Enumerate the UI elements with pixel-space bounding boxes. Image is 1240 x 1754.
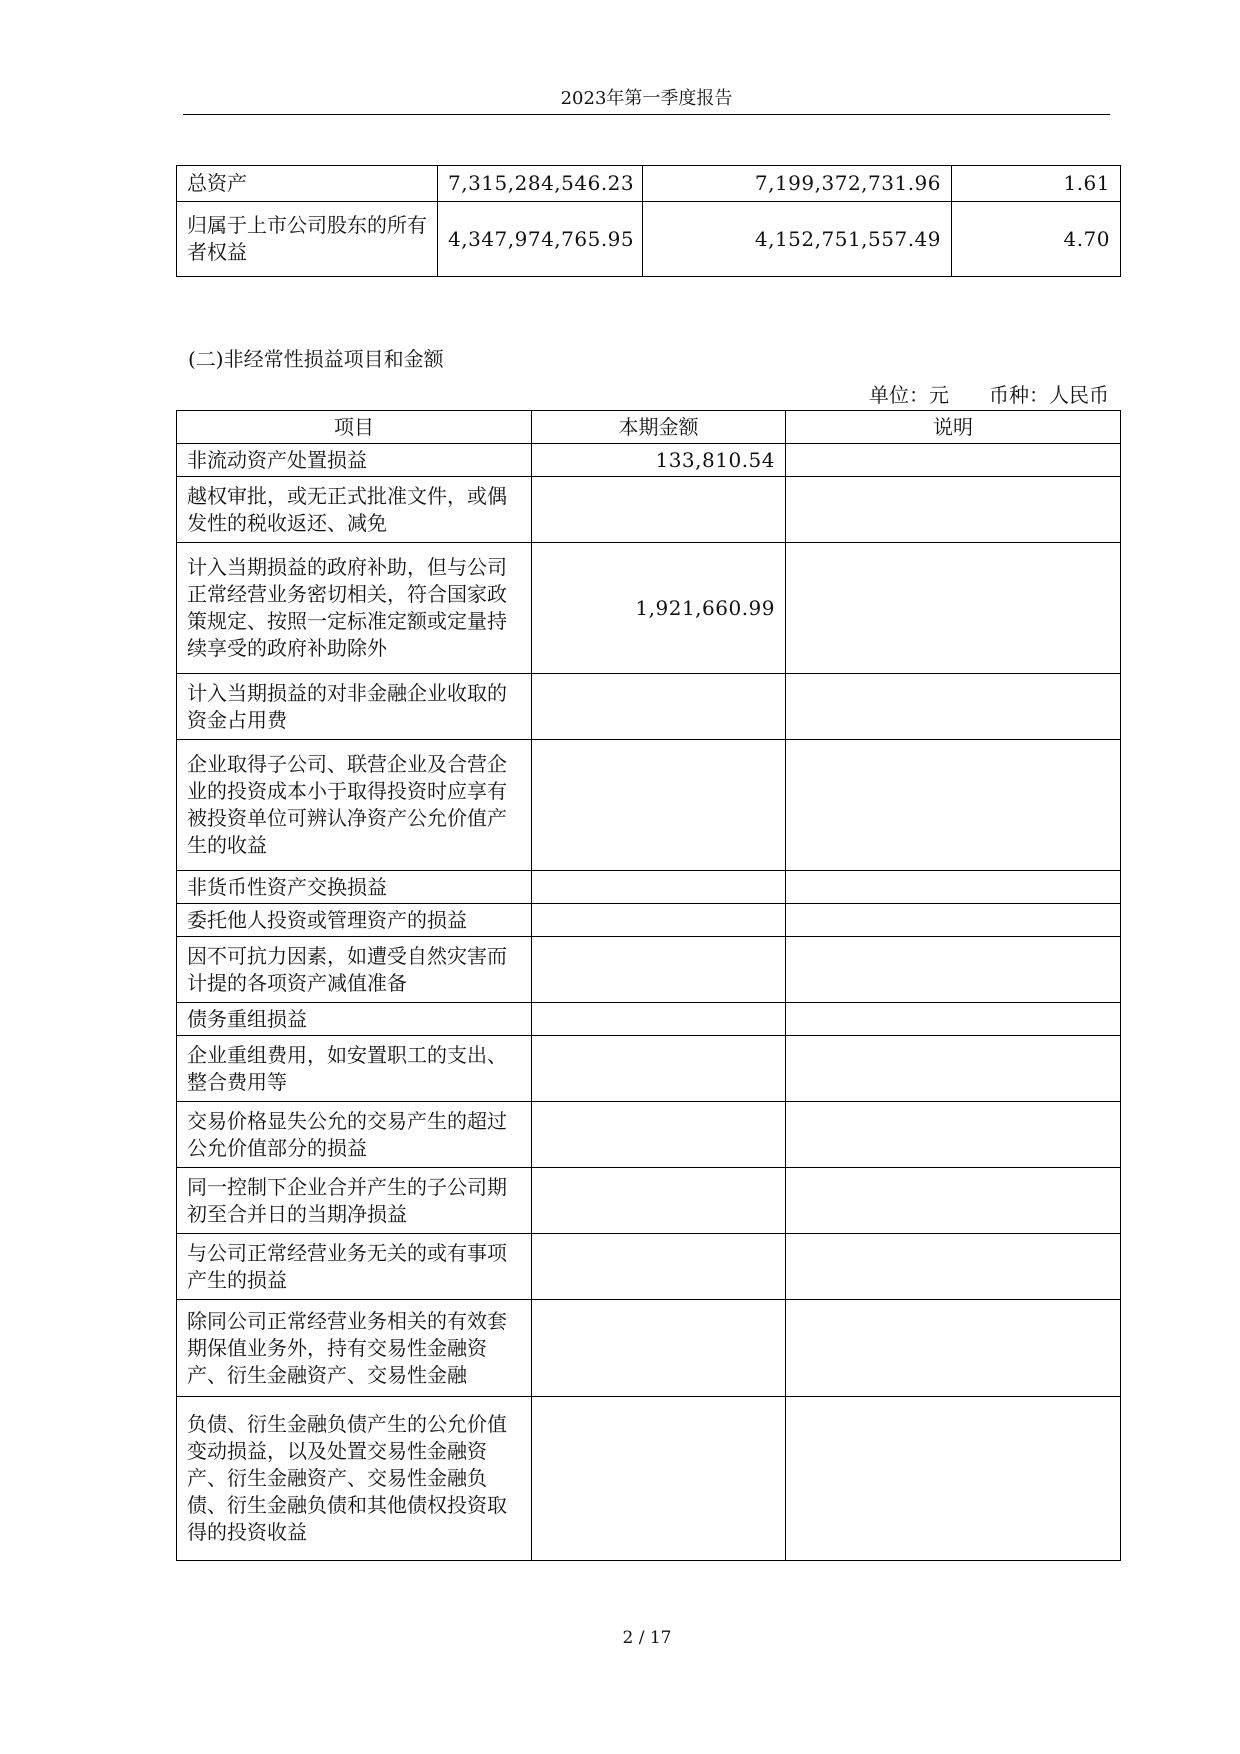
row-note xyxy=(786,1234,1121,1300)
summary-previous: 7,199,372,731.96 xyxy=(643,166,952,202)
header-divider xyxy=(183,114,1110,115)
header-amount: 本期金额 xyxy=(532,411,786,444)
row-amount xyxy=(532,1102,786,1168)
row-note xyxy=(786,871,1121,904)
row-amount xyxy=(532,740,786,871)
row-note xyxy=(786,1102,1121,1168)
summary-item: 归属于上市公司股东的所有者权益 xyxy=(177,202,438,277)
row-amount xyxy=(532,477,786,543)
row-item: 企业重组费用，如安置职工的支出、整合费用等 xyxy=(177,1036,532,1102)
table-row xyxy=(177,1102,1121,1168)
table-row xyxy=(177,1300,1121,1397)
table-row xyxy=(177,1003,1121,1036)
row-note xyxy=(786,1300,1121,1397)
row-amount xyxy=(532,674,786,740)
summary-current: 4,347,974,765.95 xyxy=(438,202,643,277)
header-note: 说明 xyxy=(786,411,1121,444)
row-note xyxy=(786,543,1121,674)
row-amount xyxy=(532,937,786,1003)
unit-currency-line xyxy=(869,382,1109,408)
row-item: 委托他人投资或管理资产的损益 xyxy=(177,904,532,937)
row-note xyxy=(786,1003,1121,1036)
row-note xyxy=(786,1397,1121,1561)
header-item: 项目 xyxy=(177,411,532,444)
row-item: 交易价格显失公允的交易产生的超过公允价值部分的损益 xyxy=(177,1102,532,1168)
table-row xyxy=(177,740,1121,871)
non-recurring-gains-table xyxy=(176,410,1121,1561)
row-amount xyxy=(532,1397,786,1561)
row-amount xyxy=(532,1168,786,1234)
row-item: 与公司正常经营业务无关的或有事项产生的损益 xyxy=(177,1234,532,1300)
row-amount xyxy=(532,1234,786,1300)
table-row xyxy=(177,1234,1121,1300)
report-header-title: 2023年第一季度报告 xyxy=(560,88,733,109)
row-item: 越权审批，或无正式批准文件，或偶发性的税收返还、减免 xyxy=(177,477,532,543)
row-amount xyxy=(532,1003,786,1036)
section-title: (二)非经常性损益项目和金额 xyxy=(188,347,444,371)
row-note xyxy=(786,1168,1121,1234)
row-item: 非货币性资产交换损益 xyxy=(177,871,532,904)
table-row xyxy=(177,937,1121,1003)
row-item: 除同公司正常经营业务相关的有效套期保值业务外，持有交易性金融资产、衍生金融资产、交易性金融 xyxy=(177,1300,532,1397)
row-note xyxy=(786,904,1121,937)
row-note xyxy=(786,1036,1121,1102)
table-row xyxy=(177,543,1121,674)
row-item: 非流动资产处置损益 xyxy=(177,444,532,477)
row-amount xyxy=(532,904,786,937)
table-row xyxy=(177,166,1121,202)
table-row xyxy=(177,1036,1121,1102)
summary-item: 总资产 xyxy=(177,166,438,202)
row-item: 计入当期损益的对非金融企业收取的资金占用费 xyxy=(177,674,532,740)
row-item: 债务重组损益 xyxy=(177,1003,532,1036)
summary-table xyxy=(176,165,1121,277)
row-note xyxy=(786,444,1121,477)
row-amount xyxy=(532,871,786,904)
row-amount xyxy=(532,1036,786,1102)
unit-label: 单位：元 xyxy=(869,383,949,407)
table-header-row xyxy=(177,411,1121,444)
summary-current: 7,315,284,546.23 xyxy=(438,166,643,202)
row-amount: 133,810.54 xyxy=(532,444,786,477)
row-amount: 1,921,660.99 xyxy=(532,543,786,674)
summary-previous: 4,152,751,557.49 xyxy=(643,202,952,277)
page-number: 2 / 17 xyxy=(622,1628,672,1648)
table-row xyxy=(177,1168,1121,1234)
summary-change: 4.70 xyxy=(952,202,1121,277)
summary-change: 1.61 xyxy=(952,166,1121,202)
table-row xyxy=(177,477,1121,543)
row-note xyxy=(786,740,1121,871)
row-item: 负债、衍生金融负债产生的公允价值变动损益，以及处置交易性金融资产、衍生金融资产、交易性金融负债、衍生金融负债和其他债权投资取得的投资收益 xyxy=(177,1397,532,1561)
row-note xyxy=(786,477,1121,543)
row-note xyxy=(786,937,1121,1003)
table-row xyxy=(177,871,1121,904)
row-item: 同一控制下企业合并产生的子公司期初至合并日的当期净损益 xyxy=(177,1168,532,1234)
table-row xyxy=(177,444,1121,477)
table-row xyxy=(177,674,1121,740)
row-note xyxy=(786,674,1121,740)
row-item: 计入当期损益的政府补助，但与公司正常经营业务密切相关，符合国家政策规定、按照一定标准定额或定量持续享受的政府补助除外 xyxy=(177,543,532,674)
row-item: 因不可抗力因素，如遭受自然灾害而计提的各项资产减值准备 xyxy=(177,937,532,1003)
row-item: 企业取得子公司、联营企业及合营企业的投资成本小于取得投资时应享有被投资单位可辨认净资产公允价值产生的收益 xyxy=(177,740,532,871)
table-row xyxy=(177,202,1121,277)
table-row xyxy=(177,904,1121,937)
row-amount xyxy=(532,1300,786,1397)
currency-label: 币种：人民币 xyxy=(989,383,1109,407)
table-row xyxy=(177,1397,1121,1561)
